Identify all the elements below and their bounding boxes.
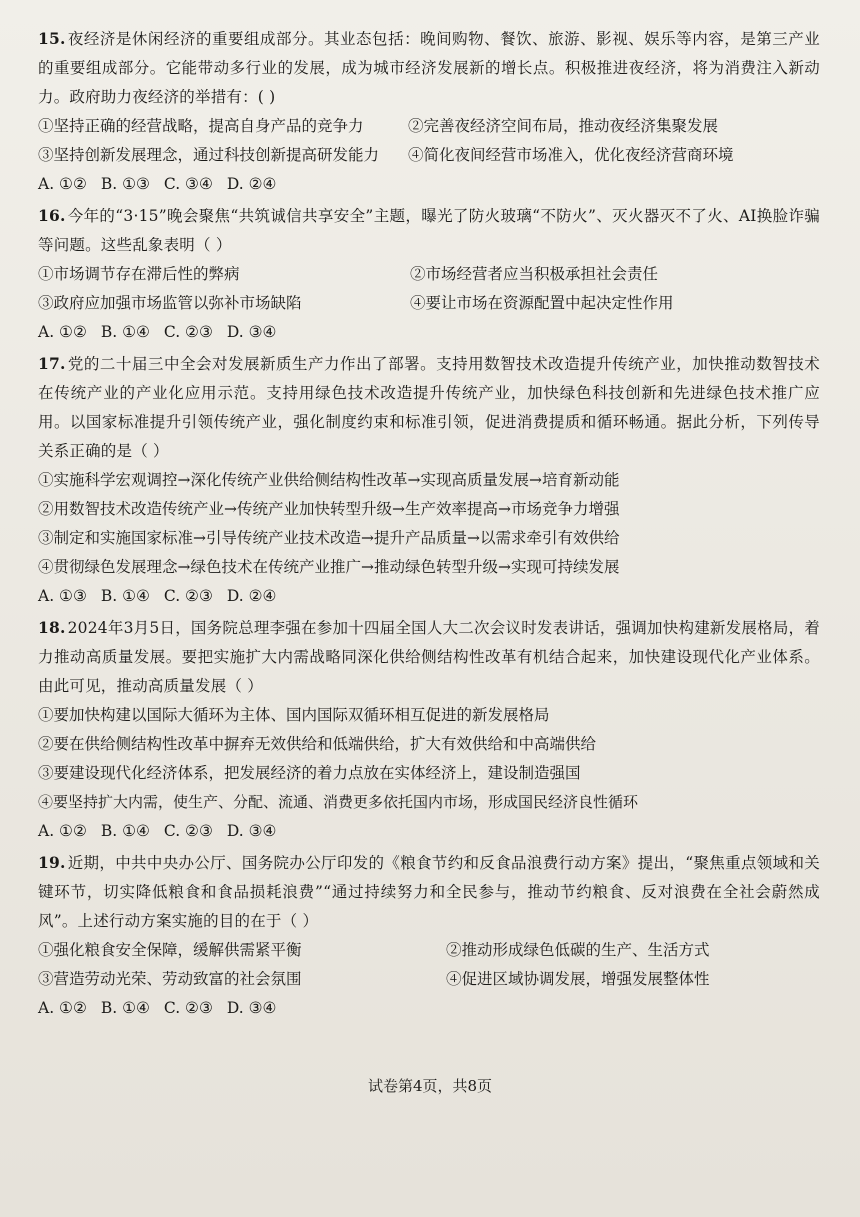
option-list xyxy=(38,936,820,994)
question-number: 16. xyxy=(38,206,66,225)
option-4: ④贯彻绿色发展理念→绿色技术在传统产业推广→推动绿色转型升级→实现可持续发展 xyxy=(38,558,620,576)
option-4: ④要让市场在资源配置中起决定性作用 xyxy=(410,294,674,312)
option-3: ③营造劳动光荣、劳动致富的社会氛围 xyxy=(38,970,302,988)
choice-a: A. ①③ xyxy=(38,587,87,605)
option-1: ①市场调节存在滞后性的弊病 xyxy=(38,265,240,283)
question-stem: 18. 2024年3月5日，国务院总理李强在参加十四届全国人大二次会议时发表讲话，强调加快构建新发展格局，着力推动高质量发展。要把实施扩大内需战略同深化供给侧结构性改革有机结合起来，加快建设现代化产业体系。由此可见，推动高质量发展（ ） xyxy=(38,618,820,695)
choice-d: D. ③④ xyxy=(226,999,277,1017)
question-number: 17. xyxy=(38,354,66,373)
question-number: 18. xyxy=(38,618,66,637)
choice-b: B. ①④ xyxy=(100,822,150,840)
choice-a: A. ①② xyxy=(38,175,87,193)
choice-a: A. ①② xyxy=(38,822,87,840)
question-15 xyxy=(38,24,820,199)
choice-c: C. ②③ xyxy=(163,323,213,341)
option-2: ②市场经营者应当积极承担社会责任 xyxy=(410,265,659,283)
answer-choices xyxy=(38,817,820,846)
choice-b: B. ①④ xyxy=(100,999,150,1017)
choice-c: C. ③④ xyxy=(163,175,213,193)
option-2: ②用数智技术改造传统产业→传统产业加快转型升级→生产效率提高→市场竞争力增强 xyxy=(38,500,620,518)
option-2: ②推动形成绿色低碳的生产、生活方式 xyxy=(446,941,710,959)
choice-a: A. ①② xyxy=(38,323,87,341)
choice-c: C. ②③ xyxy=(163,999,213,1017)
page-footer: 试卷第4页，共8页 xyxy=(367,1077,493,1095)
choice-c: C. ②③ xyxy=(163,822,213,840)
choice-d: D. ②④ xyxy=(226,587,277,605)
option-4: ④简化夜间经营市场准入，优化夜经济营商环境 xyxy=(408,146,734,164)
option-list xyxy=(38,112,820,170)
choice-b: B. ①③ xyxy=(100,175,150,193)
question-stem: 16. 今年的“3·15”晚会聚焦“共筑诚信共享安全”主题，曝光了防火玻璃“不防火”、灭火器灭不了火、AI换脸诈骗等问题。这些乱象表明（ ） xyxy=(38,206,820,254)
question-stem: 17. 党的二十届三中全会对发展新质生产力作出了部署。支持用数智技术改造提升传统产业，加快推动数智技术在传统产业的产业化应用示范。支持用绿色技术改造提升传统产业，加快绿色科技创新和先进绿色技术推广应用。以国家标准提升引领传统产业，强化制度约束和标准引领，促进消费提质和循环畅通。据此分析，下列传导关系正确的是（ ） xyxy=(38,354,820,460)
option-3: ③要建设现代化经济体系，把发展经济的着力点放在实体经济上，建设制造强国 xyxy=(38,764,581,782)
question-17 xyxy=(38,349,820,611)
choice-b: B. ①④ xyxy=(100,587,150,605)
choice-c: C. ②③ xyxy=(163,587,213,605)
option-list xyxy=(38,466,820,582)
option-list xyxy=(38,701,820,817)
answer-choices xyxy=(38,994,820,1023)
option-1: ①坚持正确的经营战略，提高自身产品的竞争力 xyxy=(38,117,364,135)
question-16 xyxy=(38,201,820,347)
choice-d: D. ③④ xyxy=(226,323,277,341)
option-3: ③制定和实施国家标准→引导传统产业技术改造→提升产品质量→以需求牵引有效供给 xyxy=(38,529,620,547)
option-3: ③政府应加强市场监管以弥补市场缺陷 xyxy=(38,294,302,312)
option-4: ④促进区域协调发展，增强发展整体性 xyxy=(446,970,710,988)
question-stem: 15. 夜经济是休闲经济的重要组成部分。其业态包括：晚间购物、餐饮、旅游、影视、娱乐等内容，是第三产业的重要组成部分。它能带动多行业的发展，成为城市经济发展新的增长点。积极推进夜经济，将为消费注入新动力。政府助力夜经济的举措有：( ) xyxy=(38,29,820,106)
option-3: ③坚持创新发展理念，通过科技创新提高研发能力 xyxy=(38,146,380,164)
option-2: ②完善夜经济空间布局，推动夜经济集聚发展 xyxy=(408,117,719,135)
choice-d: D. ②④ xyxy=(226,175,277,193)
answer-choices xyxy=(38,582,820,611)
option-1: ①实施科学宏观调控→深化传统产业供给侧结构性改革→实现高质量发展→培育新动能 xyxy=(38,471,620,489)
option-1: ①强化粮食安全保障，缓解供需紧平衡 xyxy=(38,941,302,959)
question-19 xyxy=(38,848,820,1023)
question-18 xyxy=(38,613,820,846)
option-1: ①要加快构建以国际大循环为主体、国内国际双循环相互促进的新发展格局 xyxy=(38,706,550,724)
question-number: 19. xyxy=(38,853,66,872)
choice-b: B. ①④ xyxy=(100,323,150,341)
answer-choices xyxy=(38,318,820,347)
question-number: 15. xyxy=(38,29,66,48)
question-stem: 19. 近期，中共中央办公厅、国务院办公厅印发的《粮食节约和反食品浪费行动方案》提出，“聚焦重点领域和关键环节，切实降低粮食和食品损耗浪费”“通过持续努力和全民参与，推动节约粮食、反对浪费在全社会蔚然成风”。上述行动方案实施的目的在于（ ） xyxy=(38,853,820,930)
choice-a: A. ①② xyxy=(38,999,87,1017)
option-4: ④要坚持扩大内需，使生产、分配、流通、消费更多依托国内市场，形成国民经济良性循环 xyxy=(38,793,639,811)
answer-choices xyxy=(38,170,820,199)
choice-d: D. ③④ xyxy=(226,822,277,840)
option-2: ②要在供给侧结构性改革中摒弃无效供给和低端供给，扩大有效供给和中高端供给 xyxy=(38,735,597,753)
option-list xyxy=(38,260,820,318)
